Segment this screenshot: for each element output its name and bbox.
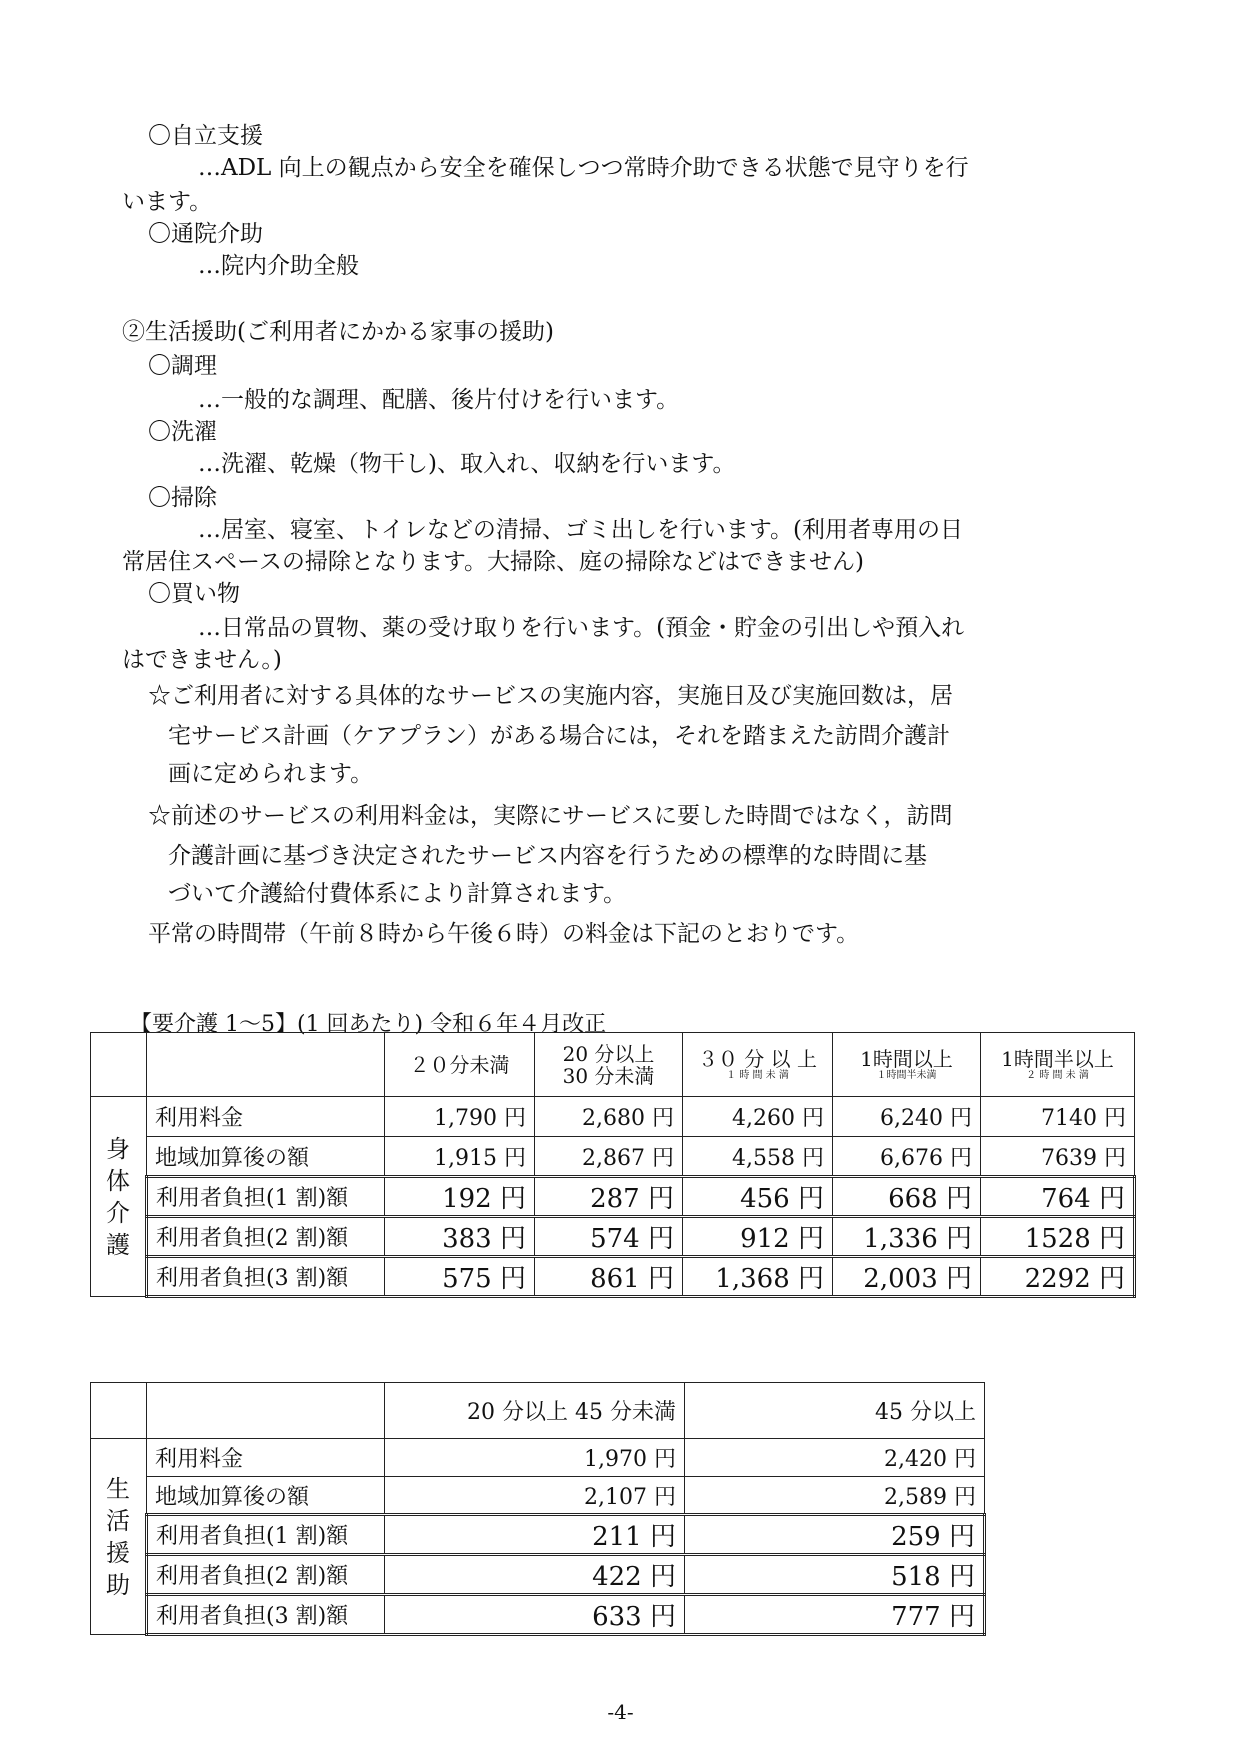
fee-cell: 2,680 円 bbox=[535, 1097, 683, 1137]
section-heading-seikatsu-enjo: ②生活援助(ご利用者にかかる家事の援助) bbox=[122, 319, 554, 345]
row-label: 利用料金 bbox=[147, 1439, 385, 1477]
table-row bbox=[91, 1477, 985, 1515]
fee-cell: 259 円 bbox=[685, 1515, 985, 1555]
fee-cell: 2,867 円 bbox=[535, 1137, 683, 1177]
fee-cell: 422 円 bbox=[385, 1555, 685, 1595]
fee-cell: 2,107 円 bbox=[385, 1477, 685, 1515]
fee-cell: 633 円 bbox=[385, 1595, 685, 1635]
row-label: 利用者負担(3 割)額 bbox=[147, 1595, 385, 1635]
body-line: …院内介助全般 bbox=[198, 253, 359, 279]
row-label: 地域加算後の額 bbox=[147, 1137, 385, 1177]
heading-tsuin-kaijo: 〇通院介助 bbox=[148, 221, 263, 247]
table-row bbox=[91, 1555, 985, 1595]
category-cell: 生 活 援 助 bbox=[91, 1439, 147, 1635]
body-line: …一般的な調理、配膳、後片付けを行います。 bbox=[198, 387, 680, 413]
seikatsu-enjo-fee-table bbox=[90, 1382, 986, 1636]
fee-cell: 518 円 bbox=[685, 1555, 985, 1595]
fee-cell: 192 円 bbox=[385, 1177, 535, 1217]
note-line: ☆前述のサービスの利用料金は，実際にサービスに要した時間ではなく，訪問 bbox=[148, 803, 953, 829]
col-header: ２０分未満 bbox=[385, 1033, 535, 1097]
heading-soji: 〇掃除 bbox=[148, 485, 217, 511]
row-label: 地域加算後の額 bbox=[147, 1477, 385, 1515]
fee-cell: 383 円 bbox=[385, 1217, 535, 1257]
fee-cell: 287 円 bbox=[535, 1177, 683, 1217]
fee-cell: 1,915 円 bbox=[385, 1137, 535, 1177]
col-header: 1時間半以上 ２ 時 間 未 満 bbox=[981, 1033, 1135, 1097]
fee-cell: 668 円 bbox=[833, 1177, 981, 1217]
table-header-row bbox=[91, 1033, 1135, 1097]
body-line: はできません。) bbox=[122, 647, 282, 673]
table-row bbox=[91, 1177, 1135, 1217]
heading-kaimono: 〇買い物 bbox=[148, 581, 240, 607]
table-row bbox=[91, 1439, 985, 1477]
fee-cell: 575 円 bbox=[385, 1257, 535, 1297]
fee-cell: 1,336 円 bbox=[833, 1217, 981, 1257]
heading-jiritsu-shien: 〇自立支援 bbox=[148, 123, 263, 149]
fee-cell: 7639 円 bbox=[981, 1137, 1135, 1177]
row-label: 利用料金 bbox=[147, 1097, 385, 1137]
corner-cell bbox=[91, 1383, 147, 1439]
table-row bbox=[91, 1137, 1135, 1177]
fee-cell: 574 円 bbox=[535, 1217, 683, 1257]
fee-cell: 764 円 bbox=[981, 1177, 1135, 1217]
note-line: 介護計画に基づき決定されたサービス内容を行うための標準的な時間に基 bbox=[168, 843, 927, 869]
shintai-kaigo-fee-table bbox=[90, 1032, 1136, 1298]
corner-cell bbox=[91, 1033, 147, 1097]
body-line: …洗濯、乾燥（物干し)、取入れ、収納を行います。 bbox=[198, 451, 736, 477]
fee-cell: 456 円 bbox=[683, 1177, 833, 1217]
body-line: います。 bbox=[122, 189, 213, 215]
note-line: 画に定められます。 bbox=[168, 761, 374, 787]
fee-cell: 6,676 円 bbox=[833, 1137, 981, 1177]
col-header: 20 分以上 45 分未満 bbox=[385, 1383, 685, 1439]
heading-chori: 〇調理 bbox=[148, 353, 217, 379]
table-caption: 【要介護 1～5】(1 回あたり) 令和６年４月改正 bbox=[130, 1012, 607, 1037]
row-label: 利用者負担(2 割)額 bbox=[147, 1217, 385, 1257]
table-row bbox=[91, 1097, 1135, 1137]
fee-cell: 4,558 円 bbox=[683, 1137, 833, 1177]
fee-cell: 2,420 円 bbox=[685, 1439, 985, 1477]
fee-cell: 2,003 円 bbox=[833, 1257, 981, 1297]
page-number: -4- bbox=[607, 1700, 634, 1724]
row-label: 利用者負担(2 割)額 bbox=[147, 1555, 385, 1595]
col-header: 1時間以上 １時間半未満 bbox=[833, 1033, 981, 1097]
category-cell: 身 体 介 護 bbox=[91, 1097, 147, 1297]
note-line: づいて介護給付費体系により計算されます。 bbox=[168, 881, 627, 907]
fee-cell: 1,790 円 bbox=[385, 1097, 535, 1137]
note-line: 平常の時間帯（午前８時から午後６時）の料金は下記のとおりです。 bbox=[148, 921, 860, 947]
fee-cell: 777 円 bbox=[685, 1595, 985, 1635]
row-label: 利用者負担(1 割)額 bbox=[147, 1177, 385, 1217]
fee-cell: 211 円 bbox=[385, 1515, 685, 1555]
table-row bbox=[91, 1595, 985, 1635]
body-line: …ADL 向上の観点から安全を確保しつつ常時介助できる状態で見守りを行 bbox=[198, 155, 969, 181]
fee-cell: 6,240 円 bbox=[833, 1097, 981, 1137]
col-header: ３０ 分 以 上 １ 時 間 未 満 bbox=[683, 1033, 833, 1097]
table-header-row bbox=[91, 1383, 985, 1439]
row-label: 利用者負担(1 割)額 bbox=[147, 1515, 385, 1555]
note-line: 宅サービス計画（ケアプラン）がある場合には，それを踏まえた訪問介護計 bbox=[168, 723, 950, 749]
fee-cell: 912 円 bbox=[683, 1217, 833, 1257]
col-header: 20 分以上 30 分未満 bbox=[535, 1033, 683, 1097]
row-label: 利用者負担(3 割)額 bbox=[147, 1257, 385, 1297]
fee-cell: 4,260 円 bbox=[683, 1097, 833, 1137]
fee-cell: 1528 円 bbox=[981, 1217, 1135, 1257]
col-header: 45 分以上 bbox=[685, 1383, 985, 1439]
note-line: ☆ご利用者に対する具体的なサービスの実施内容，実施日及び実施回数は，居 bbox=[148, 683, 953, 709]
fee-cell: 1,970 円 bbox=[385, 1439, 685, 1477]
body-line: …日常品の買物、薬の受け取りを行います。(預金・貯金の引出しや預入れ bbox=[198, 615, 965, 641]
label-header-cell bbox=[147, 1033, 385, 1097]
fee-cell: 1,368 円 bbox=[683, 1257, 833, 1297]
table-row bbox=[91, 1515, 985, 1555]
fee-cell: 7140 円 bbox=[981, 1097, 1135, 1137]
heading-sentaku: 〇洗濯 bbox=[148, 419, 217, 445]
fee-cell: 861 円 bbox=[535, 1257, 683, 1297]
body-line: 常居住スペースの掃除となります。大掃除、庭の掃除などはできません) bbox=[122, 549, 864, 575]
table-row bbox=[91, 1217, 1135, 1257]
fee-cell: 2292 円 bbox=[981, 1257, 1135, 1297]
table-row bbox=[91, 1257, 1135, 1297]
label-header-cell bbox=[147, 1383, 385, 1439]
body-line: …居室、寝室、トイレなどの清掃、ゴミ出しを行います。(利用者専用の日 bbox=[198, 517, 963, 543]
fee-cell: 2,589 円 bbox=[685, 1477, 985, 1515]
